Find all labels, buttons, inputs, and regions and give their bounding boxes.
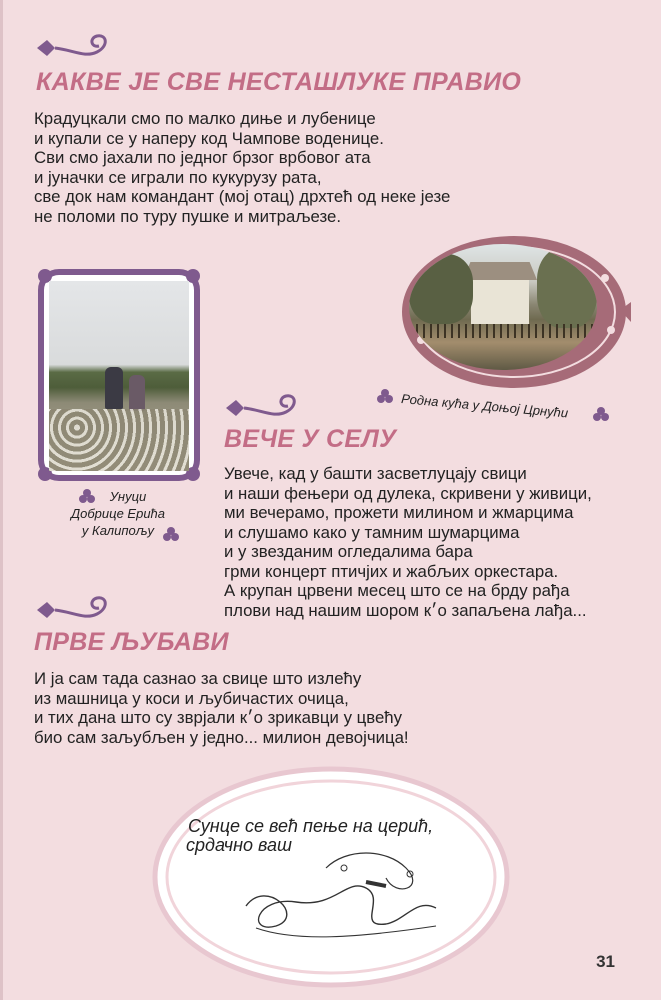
house-photo-caption: Родна кућа у Доњој Црнући (400, 390, 569, 421)
house-roof (463, 262, 537, 280)
page-number: 31 (596, 952, 615, 971)
swirl-ornament-icon (33, 592, 117, 628)
grandchildren-caption (64, 488, 172, 539)
poem-line: и слушамо како у тамним шумарцима (224, 522, 520, 542)
poem-line: и купали се у наперу код Чампове воденице. (34, 128, 384, 148)
swirl-ornament-icon (222, 390, 306, 426)
poem-line: Сви смо јахали по једног брзог врбовог ата (34, 148, 371, 167)
signature-icon (236, 838, 466, 948)
flower-icon (162, 526, 180, 544)
flower-icon (592, 406, 610, 424)
poem-line: не поломи по туру пушке и митраљезе. (34, 206, 341, 226)
tree (409, 254, 473, 324)
caption-line: Унуци (109, 489, 147, 504)
section-title-first-loves: ПРВЕ ЉУБАВИ (34, 628, 229, 656)
poem-evening (224, 464, 592, 620)
poem-line: и тих дана што су зврјали к׳о зрикавци у цвећу (34, 708, 403, 727)
section-title-evening: ВЕЧЕ У СЕЛУ (224, 425, 397, 453)
poem-first-loves (34, 669, 409, 747)
poem-line: Крадуцкали смо по малко диње и лубенице (34, 109, 376, 128)
dandelion-field (49, 409, 189, 471)
caption-line: Добрице Ерића (70, 506, 166, 521)
closing-line: срдачно ваш (186, 835, 292, 855)
fence (409, 324, 597, 338)
poem-line: И ја сам тада сазнао за свице што излећу (34, 669, 362, 688)
poem-line: све док нам командант (мој отац) дрхтећ од неке језе (34, 187, 451, 206)
poem-line: био сам заљубљен у једно... милион девојчица! (34, 727, 409, 747)
poem-line: плови над нашим шором к׳о запаљена лађа... (224, 600, 587, 620)
poem-line: Увече, кад у башти засветлуцају свици (224, 464, 527, 483)
poem-line: и у звезданим огледалима бара (224, 542, 473, 561)
poem-line: и јуначки се играли по кукурузу рата, (34, 167, 322, 187)
poem-pranks (34, 109, 450, 226)
swirl-ornament-icon (33, 30, 117, 66)
child-figure (105, 367, 123, 409)
closing-line: Сунце се већ пење на церић, (188, 816, 434, 836)
grandchildren-photo (49, 281, 189, 471)
poem-line: ми вечерамо, прожети милином и жмарцима (224, 503, 574, 522)
house-photo-frame (395, 230, 633, 400)
child-figure (129, 375, 145, 411)
house-photo (409, 244, 597, 370)
poem-line: грми концерт птичјих и жабљих оркестара. (224, 561, 559, 581)
poem-line: А крупан црвени месец што се на брду рађа (224, 581, 570, 600)
grandchildren-photo-frame (37, 268, 201, 482)
house-wall (471, 276, 529, 324)
section-title-pranks: КАКВЕ ЈЕ СВЕ НЕСТАШЛУКЕ ПРАВИО (36, 68, 522, 96)
poem-line: из машница у коси и љубичастих очица, (34, 688, 349, 708)
flower-icon (376, 388, 394, 406)
poem-line: и наши фењери од дулека, скривени у живици, (224, 483, 592, 503)
caption-line: у Калипољу (81, 523, 155, 538)
tree (537, 248, 597, 328)
